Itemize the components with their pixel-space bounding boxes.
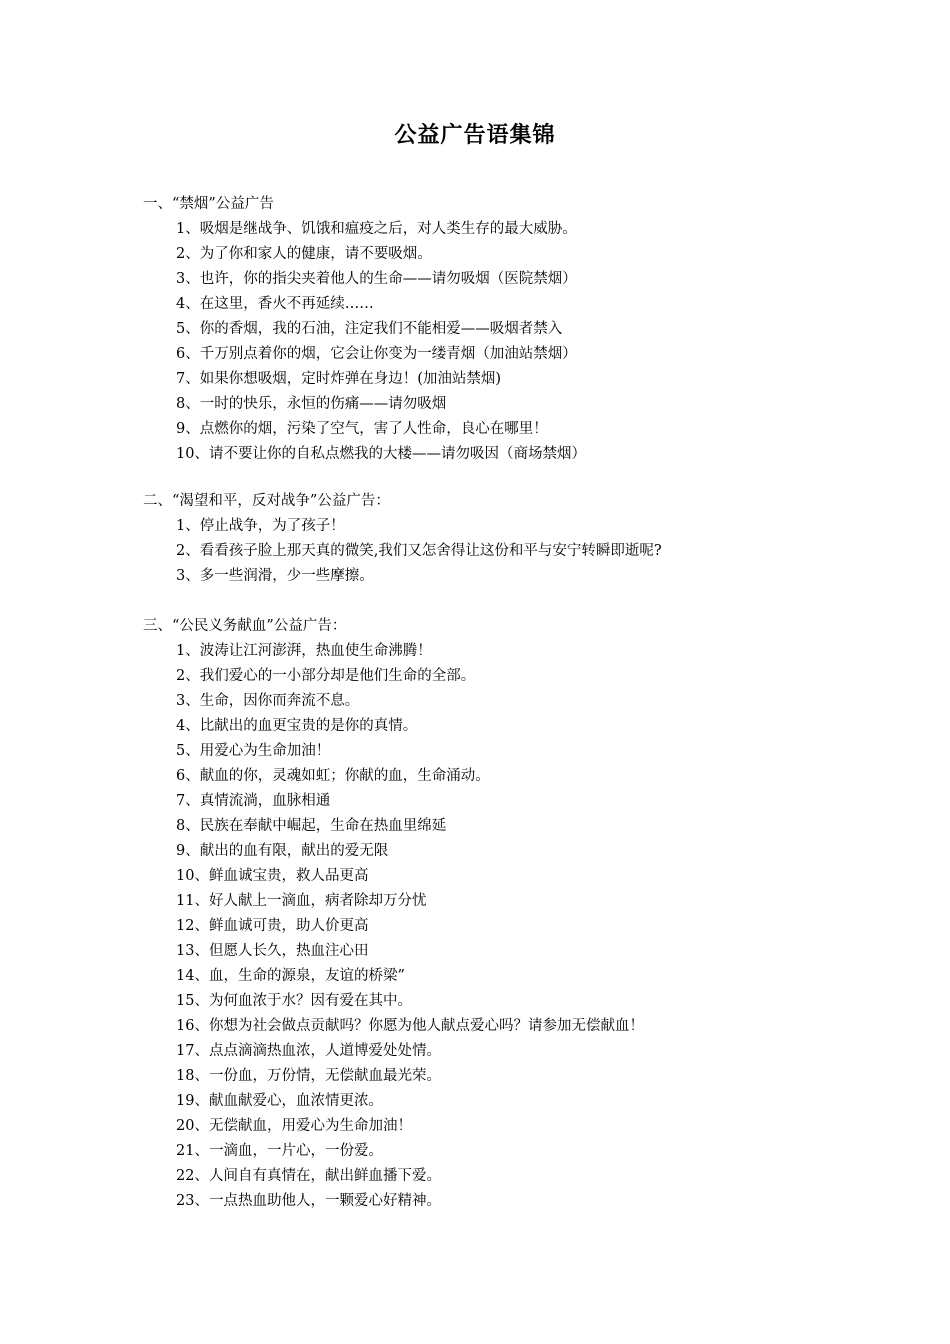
section-blood-donation: [143, 614, 903, 1214]
slogan-item: 22、人间自有真情在，献出鲜血播下爱。: [176, 1168, 441, 1184]
slogan-item: 13、但愿人长久，热血注心田: [176, 943, 369, 959]
slogan-item: 23、一点热血助他人，一颗爱心好精神。: [176, 1193, 441, 1209]
slogan-item: 3、多一些润滑，少一些摩擦。: [176, 568, 374, 584]
slogan-item: 7、如果你想吸烟，定时炸弹在身边！(加油站禁烟): [176, 371, 502, 387]
document-title: 公益广告语集锦: [394, 123, 556, 148]
section-heading: 二、“渴望和平，反对战争”公益广告：: [143, 493, 390, 509]
slogan-item: 9、献出的血有限，献出的爱无限: [176, 843, 389, 859]
slogan-item: 1、停止战争，为了孩子！: [176, 518, 345, 534]
slogan-item: 1、吸烟是继战争、饥饿和瘟疫之后，对人类生存的最大威胁。: [176, 221, 577, 237]
slogan-list: [143, 217, 903, 467]
slogan-item: 7、真情流淌，血脉相通: [176, 793, 331, 809]
slogan-item: 5、用爱心为生命加油！: [176, 743, 331, 759]
slogan-item: 10、鲜血诚宝贵，救人品更高: [176, 868, 369, 884]
slogan-item: 3、生命，因你而奔流不息。: [176, 693, 360, 709]
slogan-item: 6、献血的你，灵魂如虹；你献的血，生命涌动。: [176, 768, 490, 784]
slogan-item: 4、在这里，香火不再延续……: [176, 296, 374, 312]
section-no-smoking: [143, 192, 903, 467]
section-peace: [143, 489, 903, 589]
slogan-item: 14、血，生命的源泉，友谊的桥梁”: [176, 968, 405, 984]
slogan-item: 2、看看孩子脸上那天真的微笑,我们又怎舍得让这份和平与安宁转瞬即逝呢?: [176, 543, 662, 559]
slogan-item: 5、你的香烟，我的石油，注定我们不能相爱——吸烟者禁入: [176, 321, 563, 337]
slogan-item: 15、为何血浓于水？因有爱在其中。: [176, 993, 412, 1009]
slogan-item: 2、我们爱心的一小部分却是他们生命的全部。: [176, 668, 476, 684]
slogan-item: 21、一滴血，一片心，一份爱。: [176, 1143, 383, 1159]
slogan-item: 2、为了你和家人的健康，请不要吸烟。: [176, 246, 432, 262]
slogan-item: 18、一份血，万份情，无偿献血最光荣。: [176, 1068, 441, 1084]
slogan-list: [143, 639, 903, 1214]
slogan-item: 11、好人献上一滴血，病者除却万分忧: [176, 893, 427, 909]
slogan-item: 9、点燃你的烟，污染了空气，害了人性命，良心在哪里！: [176, 421, 548, 437]
slogan-item: 1、波涛让江河澎湃，热血使生命沸腾！: [176, 643, 432, 659]
slogan-item: 20、无偿献血，用爱心为生命加油！: [176, 1118, 412, 1134]
slogan-item: 10、请不要让你的自私点燃我的大楼——请勿吸因（商场禁烟）: [176, 446, 586, 462]
slogan-item: 16、你想为社会做点贡献吗？你愿为他人献点爱心吗？请参加无偿献血！: [176, 1018, 644, 1034]
slogan-item: 3、也许，你的指尖夹着他人的生命——请勿吸烟（医院禁烟）: [176, 271, 577, 287]
slogan-item: 8、一时的快乐，永恒的伤痛——请勿吸烟: [176, 396, 447, 412]
slogan-item: 17、点点滴滴热血浓，人道博爱处处情。: [176, 1043, 441, 1059]
section-heading: 三、“公民义务献血”公益广告：: [143, 618, 347, 634]
slogan-item: 19、献血献爱心，血浓情更浓。: [176, 1093, 383, 1109]
slogan-item: 6、千万别点着你的烟，它会让你变为一缕青烟（加油站禁烟）: [176, 346, 577, 362]
slogan-item: 8、民族在奉献中崛起，生命在热血里绵延: [176, 818, 447, 834]
slogan-item: 4、比献出的血更宝贵的是你的真情。: [176, 718, 418, 734]
slogan-list: [143, 514, 903, 589]
section-heading: 一、“禁烟”公益广告: [143, 196, 274, 212]
slogan-item: 12、鲜血诚可贵，助人价更高: [176, 918, 369, 934]
